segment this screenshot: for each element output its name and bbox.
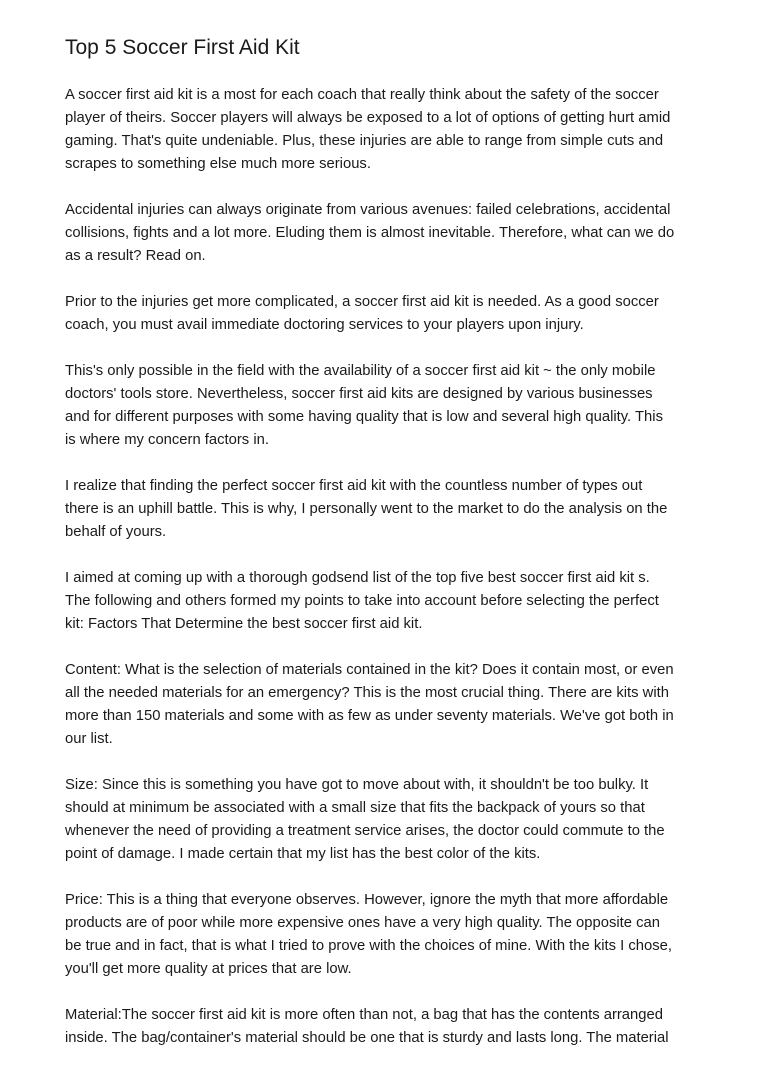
text-line: This's only possible in the field with the availability of a soccer first aid kit ~ the only mobile — [65, 363, 656, 379]
text-line: Price: This is a thing that everyone observes. However, ignore the myth that more affordable — [65, 892, 669, 908]
text-line: should at minimum be associated with a small size that fits the backpack of yours so that — [65, 800, 645, 816]
text-line: doctors' tools store. Nevertheless, soccer first aid kits are designed by various businesses — [65, 386, 653, 402]
text-line: products are of poor while more expensive ones have a very high quality. The opposite can — [65, 915, 660, 931]
text-line: our list. — [65, 731, 113, 747]
text-line: player of theirs. Soccer players will always be exposed to a lot of options of getting hurt amid — [65, 110, 671, 126]
text-line: A soccer first aid kit is a most for each coach that really think about the safety of the soccer — [65, 87, 659, 103]
text-line: be true and in fact, that is what I tried to prove with the choices of mine. With the kits I chose, — [65, 938, 672, 954]
text-line: all the needed materials for an emergency? This is the most crucial thing. There are kits with — [65, 685, 669, 701]
text-line: collisions, fights and a lot more. Eluding them is almost inevitable. Therefore, what can we do — [65, 225, 675, 241]
text-line: there is an uphill battle. This is why, I personally went to the market to do the analysis on the — [65, 501, 668, 517]
paragraph — [65, 291, 715, 337]
text-line: Size: Since this is something you have got to move about with, it shouldn't be too bulky. It — [65, 777, 649, 793]
text-line: coach, you must avail immediate doctoring services to your players upon injury. — [65, 317, 584, 333]
text-line: more than 150 materials and some with as few as under seventy materials. We've got both in — [65, 708, 674, 724]
paragraph — [65, 84, 715, 176]
text-line: point of damage. I made certain that my list has the best color of the kits. — [65, 846, 541, 862]
paragraph — [65, 889, 715, 981]
text-line: as a result? Read on. — [65, 248, 206, 264]
text-line: I realize that finding the perfect soccer first aid kit with the countless number of types out — [65, 478, 643, 494]
text-line: and for different purposes with some having quality that is low and several high quality. This — [65, 409, 663, 425]
text-line: Prior to the injuries get more complicated, a soccer first aid kit is needed. As a good soccer — [65, 294, 659, 310]
text-line: I aimed at coming up with a thorough godsend list of the top five best soccer first aid kit s. — [65, 570, 650, 586]
paragraph — [65, 774, 715, 866]
text-line: Accidental injuries can always originate from various avenues: failed celebrations, accidental — [65, 202, 671, 218]
text-line: whenever the need of providing a treatment service arises, the doctor could commute to the — [65, 823, 665, 839]
text-line: kit: Factors That Determine the best soccer first aid kit. — [65, 616, 423, 632]
text-line: inside. The bag/container's material should be one that is sturdy and lasts long. The material — [65, 1030, 669, 1046]
document-body — [65, 84, 715, 1073]
paragraph — [65, 1004, 715, 1050]
text-line: behalf of yours. — [65, 524, 167, 540]
text-line: you'll get more quality at prices that are low. — [65, 961, 352, 977]
page-title: Top 5 Soccer First Aid Kit — [65, 36, 300, 59]
text-line: The following and others formed my points to take into account before selecting the perfect — [65, 593, 659, 609]
paragraph — [65, 475, 715, 544]
paragraph — [65, 567, 715, 636]
text-line: Material:The soccer first aid kit is more often than not, a bag that has the contents arranged — [65, 1007, 663, 1023]
paragraph — [65, 659, 715, 751]
text-line: gaming. That's quite undeniable. Plus, these injuries are able to range from simple cuts and — [65, 133, 664, 149]
text-line: is where my concern factors in. — [65, 432, 269, 448]
paragraph — [65, 360, 715, 452]
text-line: Content: What is the selection of materials contained in the kit? Does it contain most, or even — [65, 662, 674, 678]
paragraph — [65, 199, 715, 268]
text-line: scrapes to something else much more serious. — [65, 156, 371, 172]
